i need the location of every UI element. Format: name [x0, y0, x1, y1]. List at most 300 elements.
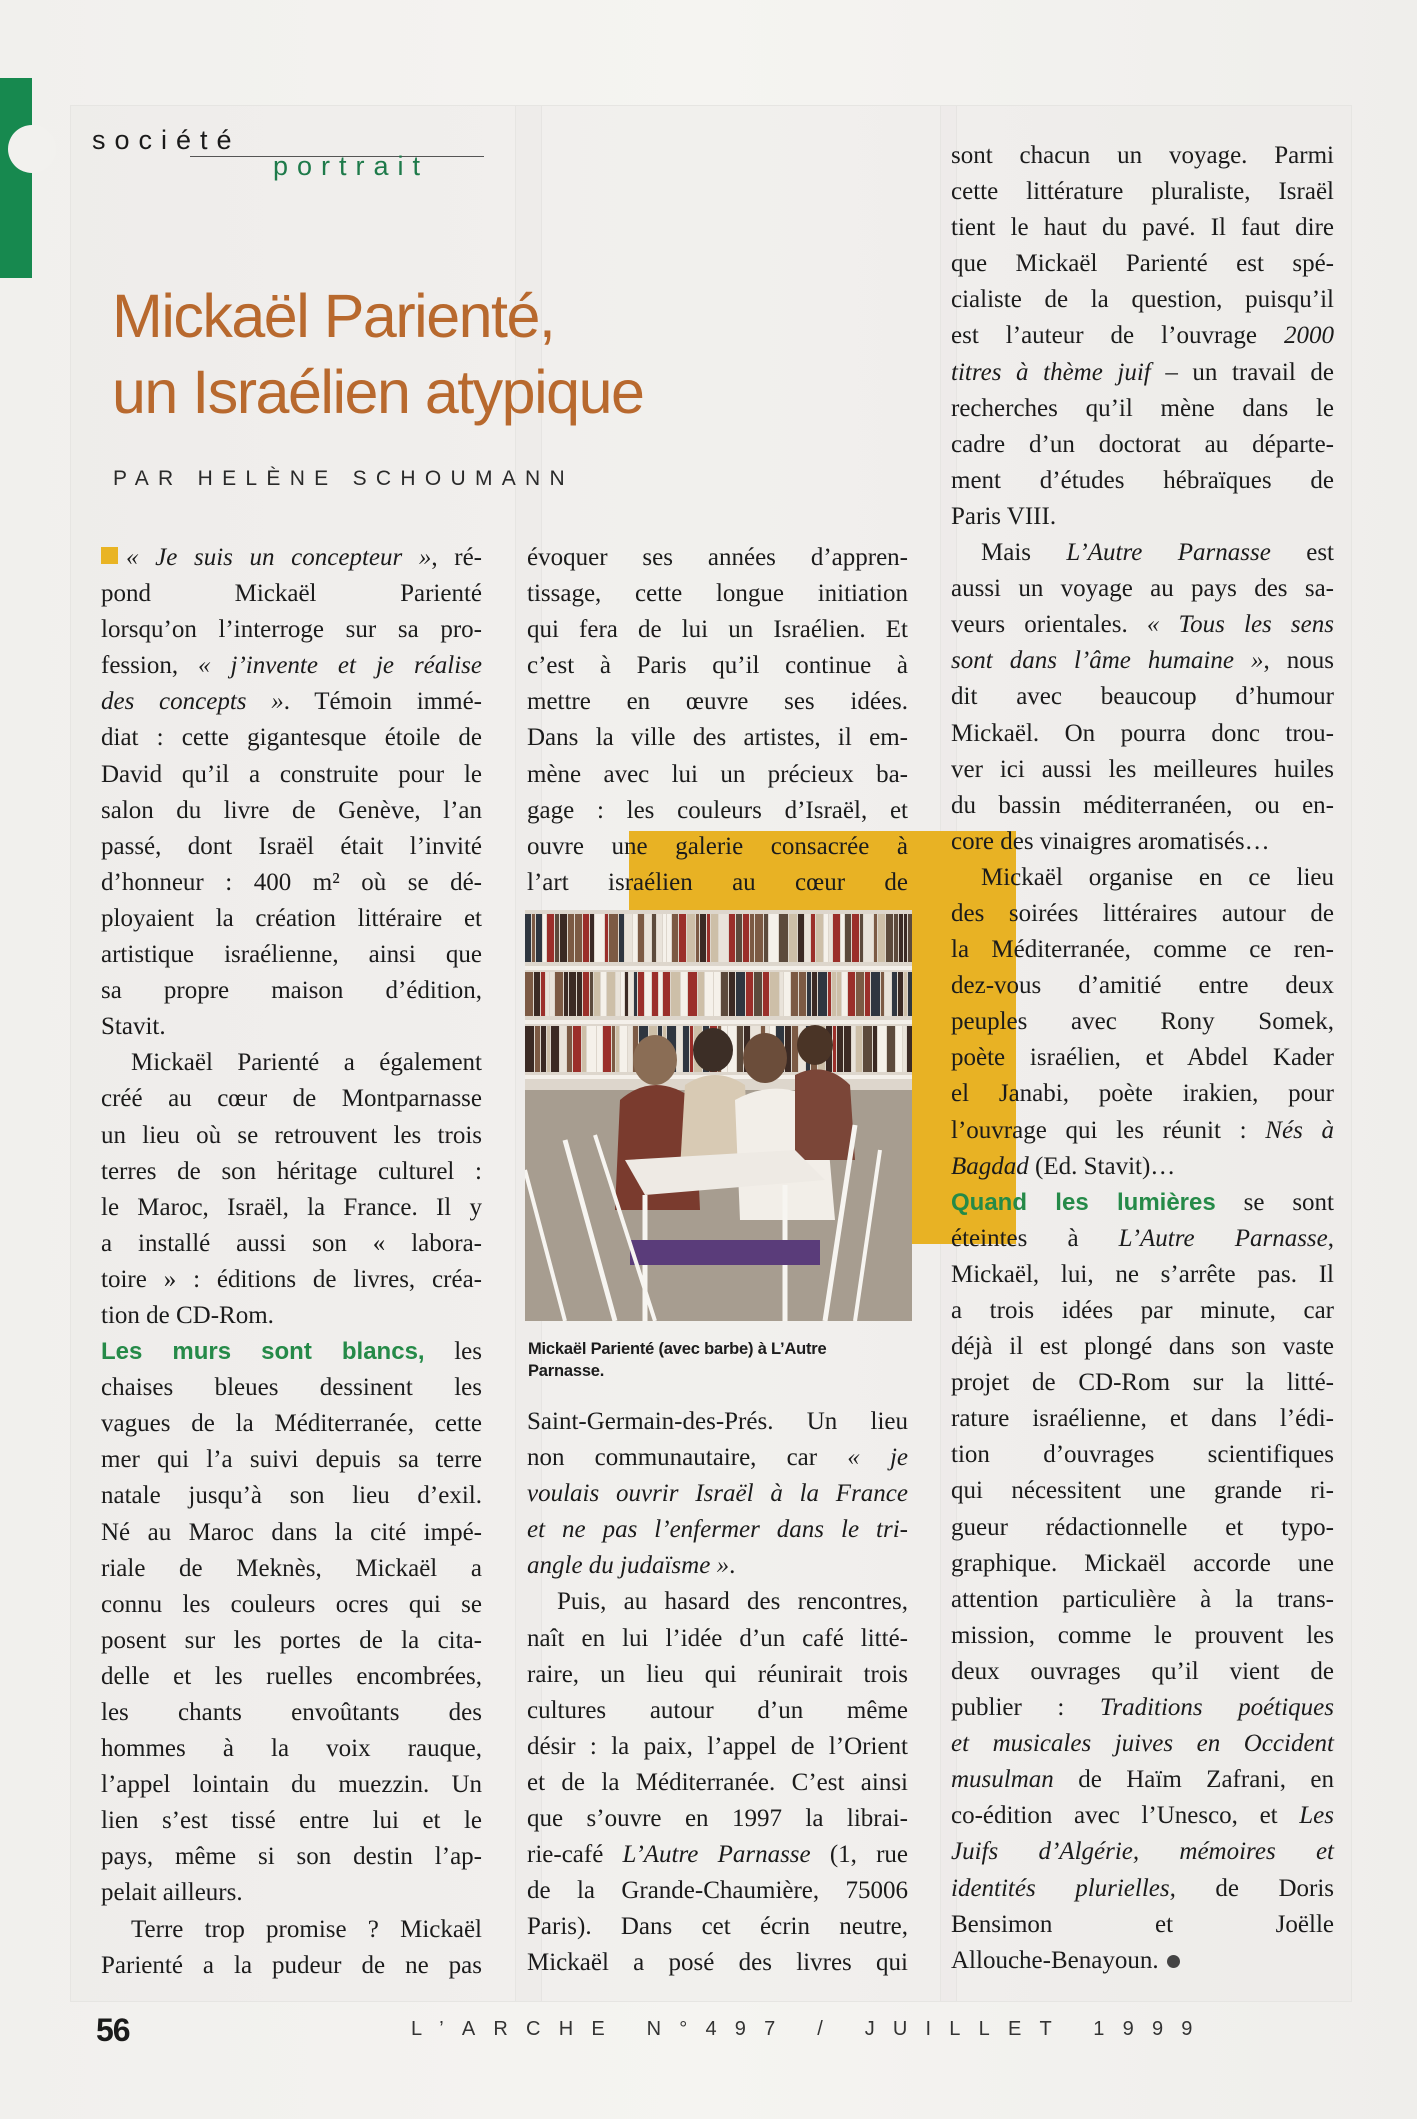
book-spine: [750, 914, 754, 962]
article-line: [951, 1546, 1334, 1582]
book-spine: [560, 1026, 566, 1072]
body-text: dit avec beaucoup d’humour: [951, 683, 1334, 711]
book-spine: [833, 1026, 836, 1072]
book-spine: [652, 914, 656, 962]
body-text: non communautaire, car: [527, 1444, 848, 1472]
book-spine: [714, 972, 720, 1016]
article-line: [951, 1582, 1334, 1618]
body-text: Terre trop promise ? Mickaël: [131, 1915, 482, 1943]
article-line: [951, 679, 1334, 715]
body-text: a trois idées par minute, car: [951, 1297, 1334, 1324]
article-line: [527, 1693, 908, 1729]
book-spine: [811, 914, 815, 962]
article-line: [951, 138, 1334, 174]
book-spine: [629, 972, 633, 1016]
body-text: les chants envoûtants des: [101, 1699, 482, 1726]
body-text: – un travail de: [1150, 358, 1334, 386]
book-spine: [564, 972, 568, 1016]
book-spine: [534, 972, 540, 1016]
book-spine: [671, 972, 680, 1016]
article-line: [101, 1767, 482, 1803]
section-tab: [0, 78, 32, 278]
book-spine: [590, 972, 593, 1016]
headline-line-1: Mickaël Parienté,: [112, 282, 555, 350]
article-line: [527, 540, 908, 576]
body-text: mène avec lui un précieux ba-: [527, 760, 908, 788]
book-spine: [907, 1026, 912, 1072]
body-text: qui nécessitent une grande ri-: [951, 1477, 1334, 1505]
book-spine: [737, 1026, 743, 1072]
body-text: Paris VIII.: [951, 502, 1057, 530]
article-line: [951, 1798, 1334, 1834]
body-text: Mickaël. On pourra donc trou-: [951, 719, 1334, 747]
book-spine: [763, 972, 769, 1016]
book-spine: [555, 914, 559, 962]
book-spine: [798, 914, 804, 962]
book-spine: [729, 914, 735, 962]
book-spine: [878, 914, 885, 962]
rubric-section: société: [92, 125, 241, 155]
body-text: co-édition avec l’Unesco, et: [951, 1802, 1300, 1830]
article-column-3: [951, 138, 1334, 1979]
body-text: que Mickaël Parienté est spé-: [951, 250, 1334, 278]
article-line: [951, 1690, 1334, 1726]
article-line: [527, 793, 908, 829]
body-text: delle et les ruelles encombrées,: [101, 1662, 482, 1690]
article-line: [101, 937, 482, 973]
article-line: [101, 901, 482, 937]
article-line: [101, 1695, 482, 1731]
book-spine: [899, 914, 903, 962]
book-spine: [805, 914, 810, 962]
book-spine: [873, 1026, 877, 1072]
article-line: [101, 1515, 482, 1551]
italic-text: et ne pas l’enfermer dans le tri-: [527, 1516, 908, 1544]
article-line: [951, 1185, 1334, 1221]
book-spine: [700, 914, 706, 962]
article-line: [951, 716, 1334, 752]
body-text: poète israélien, et Abdel Kader: [951, 1044, 1334, 1072]
article-line: [101, 1226, 482, 1262]
book-spine: [638, 914, 644, 962]
article-line: [101, 1334, 482, 1370]
body-text: des soirées littéraires autour de: [951, 899, 1334, 927]
article-line: [951, 1726, 1334, 1762]
book-spine: [887, 1026, 895, 1072]
book-spine: [881, 972, 884, 1016]
book-spine: [769, 914, 778, 962]
body-text: connu les couleurs ocres qui se: [101, 1590, 482, 1618]
article-line: [527, 648, 908, 684]
body-text: lien s’est tissé entre lui et le: [101, 1807, 482, 1835]
body-text: Saint-Germain-des-Prés. Un lieu: [527, 1408, 908, 1435]
headline: [112, 278, 643, 430]
italic-text: angle du judaïsme »: [527, 1552, 730, 1580]
article-line: [951, 174, 1334, 210]
article-line: [527, 576, 908, 612]
book-spine: [833, 914, 840, 962]
article-line: [101, 1190, 482, 1226]
body-text: Né au Maroc dans la cité impé-: [101, 1518, 482, 1546]
lead-in-heading: Les murs sont blancs,: [101, 1338, 425, 1366]
body-text: Puis, au hasard des rencontres,: [557, 1588, 908, 1616]
article-line: [101, 1551, 482, 1587]
italic-text: L’Autre Parnasse: [1118, 1224, 1328, 1252]
body-text: les: [424, 1338, 482, 1366]
article-line: [101, 1731, 482, 1767]
body-text: lorsqu’on l’interroge sur sa pro-: [101, 616, 482, 644]
book-spine: [892, 972, 897, 1016]
body-text: mission, comme le prouvent les: [951, 1621, 1334, 1649]
book-spine: [634, 972, 637, 1016]
book-spine: [555, 972, 563, 1016]
body-text: riale de Meknès, Mickaël a: [101, 1554, 482, 1582]
book-spine: [841, 914, 844, 962]
body-text: Allouche-Benayoun.: [951, 1946, 1159, 1974]
body-text: fession,: [101, 652, 199, 680]
italic-text: Juifs d’Algérie, mémoires et: [951, 1838, 1334, 1866]
book-spine: [874, 914, 877, 962]
photo-caption-line-2: Parnasse.: [528, 1362, 605, 1380]
book-spine: [755, 914, 763, 962]
body-text: pays, même si son destin l’ap-: [101, 1843, 482, 1871]
body-text: Paris). Dans cet écrin neutre,: [527, 1913, 908, 1941]
book-spine: [898, 972, 903, 1016]
body-text: sont chacun un voyage. Parmi: [951, 142, 1334, 169]
body-text: chaises bleues dessinent les: [101, 1374, 482, 1402]
book-spine: [736, 914, 742, 962]
body-text: et de la Méditerranée. C’est ainsi: [527, 1768, 908, 1796]
body-text: déjà il est plongé dans son vaste: [951, 1333, 1334, 1361]
book-spine: [886, 914, 893, 962]
article-line: [527, 1548, 908, 1584]
book-spine: [856, 1026, 862, 1072]
article-line: [951, 1654, 1334, 1690]
body-text: ,: [1327, 1224, 1334, 1252]
article-line: [951, 391, 1334, 427]
body-text: graphique. Mickaël accorde une: [951, 1549, 1334, 1577]
article-line: [101, 793, 482, 829]
body-text: d’honneur : 400 m² où se dé-: [101, 868, 482, 896]
book-spine: [816, 914, 823, 962]
book-spine: [619, 914, 624, 962]
body-text: recherches qu’il mène dans le: [951, 394, 1334, 422]
book-spine: [612, 1026, 615, 1072]
article-line: [101, 648, 482, 684]
book-spine: [573, 1026, 581, 1072]
article-column-2-bottom: [527, 1404, 908, 1982]
article-line: [101, 1587, 482, 1623]
book-spine: [543, 914, 546, 962]
italic-text: musulman: [951, 1766, 1054, 1794]
italic-text: L’Autre Parnasse: [1066, 539, 1271, 567]
body-text: toire » : éditions de livres, créa-: [101, 1265, 482, 1293]
book-spine: [908, 914, 912, 962]
article-line: [951, 1040, 1334, 1076]
body-text: gage : les couleurs d’Israël, et: [527, 796, 908, 824]
book-spine: [645, 914, 651, 962]
book-spine: [792, 1026, 798, 1072]
body-text: passé, dont Israël était l’invité: [101, 832, 482, 860]
article-line: [101, 1262, 482, 1298]
italic-text: « je: [847, 1444, 908, 1472]
body-text: est: [1270, 539, 1334, 567]
article-line: [101, 684, 482, 720]
body-text: tient le haut du pavé. Il faut dire: [951, 214, 1334, 242]
headline-line-2: un Israélien atypique: [112, 358, 644, 426]
photo-caption: [528, 1338, 918, 1382]
body-text: Stavit.: [101, 1013, 166, 1041]
article-line: [951, 1113, 1334, 1149]
body-text: dez-vous d’amitié entre deux: [951, 972, 1334, 1000]
body-text: projet de CD-Rom sur la litté-: [951, 1369, 1334, 1397]
book-spine: [569, 972, 576, 1016]
article-line: [951, 1329, 1334, 1365]
body-text: publier :: [951, 1694, 1100, 1722]
book-spine: [791, 972, 798, 1016]
article-line: [951, 1365, 1334, 1401]
article-line: [101, 1045, 482, 1081]
body-text: salon du livre de Genève, l’an: [101, 796, 482, 824]
article-line: [951, 1762, 1334, 1798]
body-text: de Doris: [1175, 1874, 1334, 1902]
book-spine: [525, 972, 533, 1016]
body-text: ployaient la création littéraire et: [101, 904, 482, 932]
book-spine: [663, 972, 670, 1016]
article-line: [527, 757, 908, 793]
body-text: cialiste de la question, puisqu’il: [951, 286, 1334, 314]
body-text: qui fera de lui un Israélien. Et: [527, 616, 908, 644]
body-text: mer qui l’a suivi depuis sa terre: [101, 1446, 482, 1474]
book-spine: [597, 1026, 602, 1072]
body-text: le Maroc, Israël, la France. Il y: [101, 1193, 482, 1221]
body-text: .: [729, 1552, 736, 1580]
book-spine: [878, 1026, 886, 1072]
italic-text: « j’invente et je réalise: [198, 652, 482, 680]
article-line: [101, 1659, 482, 1695]
book-spine: [547, 914, 554, 962]
book-spine: [863, 1026, 872, 1072]
book-spine: [764, 914, 768, 962]
article-line: [951, 1510, 1334, 1546]
italic-text: 2000: [1284, 322, 1334, 350]
body-text: mettre en œuvre ses idées.: [527, 688, 908, 716]
book-spine: [842, 972, 847, 1016]
italic-text: des concepts »: [101, 688, 284, 716]
body-text: un lieu où se retrouvent les trois: [101, 1121, 482, 1149]
body-text: tion d’ouvrages scientifiques: [951, 1441, 1334, 1469]
italic-text: et musicales juives en Occident: [951, 1730, 1334, 1758]
body-text: pond Mickaël Parienté: [101, 580, 482, 608]
article-line: [101, 1839, 482, 1875]
body-text: ouvre une galerie consacrée à: [527, 832, 908, 860]
body-text: cultures autour d’un même: [527, 1696, 908, 1724]
book-spine: [583, 972, 589, 1016]
article-line: [951, 463, 1334, 499]
body-text: rature israélienne, et dans l’édi-: [951, 1405, 1334, 1433]
photo-bookshop-cafe: [525, 910, 912, 1321]
book-spine: [681, 972, 687, 1016]
book-spine: [852, 914, 859, 962]
book-spine: [625, 972, 628, 1016]
book-spine: [719, 914, 728, 962]
book-spine: [551, 1026, 559, 1072]
article-line: [101, 1803, 482, 1839]
book-spine: [605, 914, 608, 962]
article-line: [527, 1440, 908, 1476]
book-spine: [807, 972, 811, 1016]
article-line: [101, 1154, 482, 1190]
book-spine: [547, 1026, 550, 1072]
article-line: [527, 684, 908, 720]
book-spine: [904, 914, 907, 962]
italic-text: Bagdad: [951, 1152, 1029, 1180]
article-line: [951, 1618, 1334, 1654]
book-spine: [583, 914, 589, 962]
article-line: [101, 576, 482, 612]
book-spine: [535, 1026, 540, 1072]
article-line: [951, 427, 1334, 463]
article-line: [101, 1406, 482, 1442]
article-line: [101, 1442, 482, 1478]
article-line: [101, 1478, 482, 1514]
book-spine: [864, 914, 873, 962]
article-line: [951, 1004, 1334, 1040]
body-text: raire, un lieu qui réunirait trois: [527, 1660, 908, 1688]
book-spine: [628, 1026, 632, 1072]
article-line: [951, 1293, 1334, 1329]
article-line: [101, 973, 482, 1009]
body-text: el Janabi, poète irakien, pour: [951, 1080, 1334, 1108]
body-text: vagues de la Méditerranée, cette: [101, 1410, 482, 1438]
body-text: Mais: [981, 539, 1067, 567]
book-spine: [577, 972, 582, 1016]
article-line: [527, 1584, 908, 1620]
body-text: terres de son héritage culturel :: [101, 1157, 482, 1185]
book-spine: [784, 972, 790, 1016]
article-line: [951, 210, 1334, 246]
article-line: [951, 643, 1334, 679]
body-text: de Haïm Zafrani, en: [1053, 1766, 1334, 1794]
body-text: de la Grande-Chaumière, 75006: [527, 1877, 908, 1905]
article-line: [101, 540, 482, 576]
article-line: [951, 1401, 1334, 1437]
book-spine: [865, 972, 870, 1016]
article-line: [101, 757, 482, 793]
italic-text: Les: [1299, 1802, 1334, 1830]
book-spine: [856, 972, 864, 1016]
article-line: [101, 1081, 482, 1117]
body-text: désir : la paix, l’appel de l’Orient: [527, 1732, 908, 1760]
book-spine: [625, 914, 632, 962]
book-spine: [780, 972, 783, 1016]
italic-text: Nés à: [1265, 1116, 1335, 1144]
book-spine: [903, 1026, 906, 1072]
book-spine: [696, 914, 699, 962]
article-line: [951, 1907, 1334, 1943]
article-line: [951, 1473, 1334, 1509]
article-line: [951, 824, 1334, 860]
book-spine: [525, 914, 531, 962]
body-text: que s’ouvre en 1997 la librai-: [527, 1805, 908, 1833]
body-text: créé au cœur de Montparnasse: [101, 1085, 482, 1113]
body-text: Mickaël a posé des livres qui: [527, 1949, 908, 1977]
article-line: [101, 829, 482, 865]
body-text: éteintes à: [951, 1224, 1119, 1252]
article-line: [951, 1871, 1334, 1907]
book-spine: [607, 972, 615, 1016]
article-line: [101, 1370, 482, 1406]
book-spine: [845, 914, 851, 962]
body-text: cadre d’un doctorat au départe-: [951, 430, 1334, 458]
article-line: [951, 860, 1334, 896]
book-spine: [687, 914, 695, 962]
italic-text: identités plurielles,: [951, 1874, 1176, 1902]
book-spine: [616, 1026, 619, 1072]
article-line: [101, 720, 482, 756]
book-spine: [818, 972, 827, 1016]
book-spine: [667, 914, 671, 962]
body-text: (1, rue: [810, 1841, 908, 1869]
body-text: rie-café: [527, 1841, 623, 1869]
article-line: [951, 1076, 1334, 1112]
article-line: [951, 246, 1334, 282]
body-text: ver ici aussi les meilleures huiles: [951, 755, 1334, 783]
book-spine: [707, 914, 710, 962]
article-line: [951, 1149, 1334, 1185]
book-spine: [603, 1026, 611, 1072]
article-line: [951, 282, 1334, 318]
book-spine: [575, 914, 582, 962]
book-spine: [536, 914, 542, 962]
book-spine: [594, 972, 600, 1016]
book-spine: [672, 914, 678, 962]
body-text: c’est à Paris qu’il continue à: [527, 652, 908, 680]
article-line: [951, 535, 1334, 571]
article-line: [951, 932, 1334, 968]
book-spine: [860, 914, 863, 962]
photo-caption-line-1: Mickaël Parienté (avec barbe) à L’Autre: [528, 1340, 827, 1358]
book-spine: [652, 972, 658, 1016]
book-spine: [541, 1026, 546, 1072]
article-line: [527, 612, 908, 648]
book-spine: [837, 1026, 843, 1072]
body-text: Dans la ville des artistes, il em-: [527, 724, 908, 752]
body-text: Mickaël, lui, ne s’arrête pas. Il: [951, 1260, 1334, 1288]
body-text: artistique israélienne, ainsi que: [101, 941, 482, 969]
article-line: [527, 1873, 908, 1909]
book-spine: [532, 914, 535, 962]
book-spine: [677, 1026, 682, 1072]
book-spine: [663, 914, 666, 962]
book-spine: [633, 914, 637, 962]
article-line: [101, 1875, 482, 1911]
body-text: pelait ailleurs.: [101, 1879, 243, 1907]
article-line: [101, 612, 482, 648]
article-line: [951, 788, 1334, 824]
italic-text: L’Autre Parnasse: [622, 1841, 811, 1869]
body-text: aussi un voyage au pays des sa-: [951, 575, 1334, 603]
book-spine: [690, 1026, 693, 1072]
book-spine: [770, 972, 779, 1016]
section-tab-notch: [8, 125, 56, 173]
article-line: [951, 1257, 1334, 1293]
book-spine: [828, 972, 831, 1016]
body-text: hommes à la voix rauque,: [101, 1735, 482, 1763]
book-spine: [698, 972, 704, 1016]
book-spine: [799, 972, 806, 1016]
book-spine: [896, 1026, 902, 1072]
